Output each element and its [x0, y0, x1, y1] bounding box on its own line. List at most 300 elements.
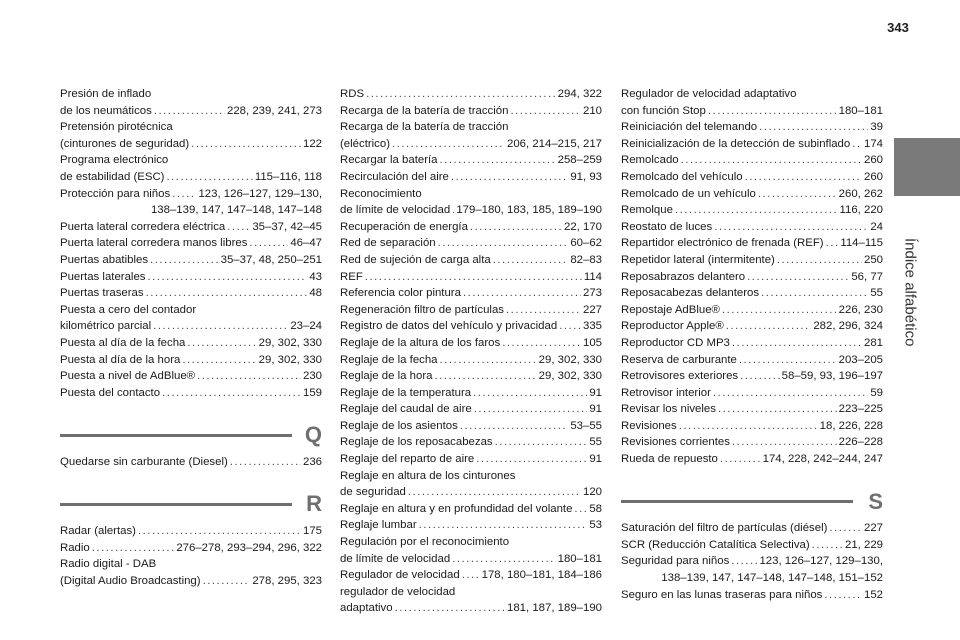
- entry-heading: Programa electrónico: [60, 154, 169, 167]
- index-entry: [621, 451, 883, 468]
- entry-pages: 82–83: [570, 253, 602, 266]
- entry-pages: 122: [302, 137, 322, 150]
- entry-heading: Puesta a cero del contador: [60, 303, 197, 316]
- entry-term: Rueda de repuesto: [621, 453, 718, 466]
- entry-pages: 35–37, 48, 250–251: [220, 253, 322, 266]
- entry-pages: 39: [870, 121, 883, 134]
- entry-term: kilométrico parcial: [60, 320, 152, 333]
- index-entry: [60, 252, 322, 269]
- index-entry: [621, 335, 883, 352]
- dot-leader: [462, 567, 480, 584]
- section-rule: [621, 500, 853, 503]
- entry-term: Puesta del contacto: [60, 386, 161, 399]
- dot-leader: [147, 269, 307, 286]
- index-entry: [60, 352, 322, 369]
- dot-leader: [474, 401, 588, 418]
- dot-leader: [812, 537, 843, 554]
- entry-line: [340, 136, 602, 153]
- entry-pages: 114: [583, 270, 602, 283]
- dot-leader: [726, 318, 812, 335]
- entry-term: Reproductor CD MP3: [621, 336, 730, 349]
- entry-line: [60, 285, 322, 302]
- entry-term: Reinicialización de la detección de subinflado: [621, 137, 851, 150]
- dot-leader: [451, 169, 568, 186]
- index-entry: [621, 119, 883, 136]
- dot-leader: [829, 520, 862, 537]
- entry-pages: 281: [863, 336, 883, 349]
- entry-pages: 114–115: [840, 237, 883, 250]
- entry-term: SCR (Reducción Catalítica Selectiva): [621, 538, 810, 551]
- entry-pages: 120: [582, 486, 602, 499]
- entry-line: [621, 186, 883, 203]
- entry-heading: Presión de inflado: [60, 88, 152, 100]
- entry-pages: 227: [863, 522, 883, 535]
- entry-line: [340, 551, 602, 568]
- entry-line: [60, 368, 322, 385]
- dot-leader: [452, 551, 555, 568]
- dot-leader: [138, 523, 301, 540]
- index-entry: [621, 252, 883, 269]
- entry-term: Puerta lateral corredera eléctrica: [60, 220, 226, 233]
- entry-heading: Reglaje en altura de los cinturones: [340, 469, 516, 482]
- index-entry: [340, 468, 602, 501]
- dot-leader: [146, 285, 308, 302]
- index-entry: [621, 169, 883, 186]
- index-entry: [60, 269, 322, 286]
- entry-term: Registro de datos del vehículo y privacidad: [340, 320, 558, 333]
- entry-term: Revisiones corrientes: [621, 436, 730, 449]
- entry-pages: 115–116, 118: [254, 170, 322, 183]
- entry-term: Reposabrazos delantero: [621, 270, 746, 283]
- index-entry: [621, 235, 883, 252]
- entry-pages: 116, 220: [839, 204, 883, 217]
- index-entry: [60, 285, 322, 302]
- entry-pages: 273: [582, 287, 602, 300]
- entry-line: [60, 523, 322, 540]
- dot-leader: [182, 352, 256, 369]
- entry-pages: 55: [870, 287, 883, 300]
- entry-pages: 282, 296, 324: [813, 320, 883, 333]
- entry-term: Puesta al día de la hora: [60, 353, 181, 366]
- index-entry: [621, 302, 883, 319]
- entry-pages: 174: [863, 137, 883, 150]
- dot-leader: [824, 587, 862, 604]
- index-entry: [621, 520, 883, 537]
- index-entry: [621, 418, 883, 435]
- entry-line: [60, 219, 322, 236]
- entry-term: Reglaje de la temperatura: [340, 386, 472, 399]
- section-header: [60, 491, 322, 517]
- index-entry: [621, 219, 883, 236]
- entry-term: Puerta lateral corredera manos libres: [60, 237, 248, 250]
- side-label: Índice alfabético: [901, 237, 919, 347]
- entry-line: [621, 520, 883, 537]
- index-entry: [621, 318, 883, 335]
- entry-term: de seguridad: [340, 486, 406, 499]
- entry-line: [60, 235, 322, 252]
- entry-pages: 91: [589, 386, 602, 399]
- entry-line: [621, 285, 883, 302]
- entry-term: Recuperación de energía: [340, 220, 468, 233]
- index-entry: [60, 368, 322, 385]
- dot-leader: [681, 152, 862, 169]
- entry-heading: Radio digital - DAB: [60, 558, 157, 571]
- dot-leader: [166, 169, 252, 186]
- entry-pages: 250: [863, 253, 883, 266]
- index-entry: [60, 152, 322, 185]
- entry-term: Seguridad para niños: [621, 555, 730, 568]
- index-entry: [340, 451, 602, 468]
- index-entry: [621, 152, 883, 169]
- section-letter: S: [868, 488, 883, 514]
- entry-pages: 203–205: [838, 353, 883, 366]
- entry-term: Retrovisores exteriores: [621, 370, 739, 383]
- entry-line: [340, 600, 602, 617]
- entry-line: [340, 152, 602, 169]
- entry-pages: 18, 226, 228: [819, 419, 883, 432]
- index-entry: [340, 567, 602, 584]
- entry-pages: 29, 302, 330: [258, 353, 322, 366]
- index-entry: [340, 385, 602, 402]
- dot-leader: [191, 136, 301, 153]
- entry-term: Repetidor lateral (intermitente): [621, 253, 775, 266]
- entry-pages: 53: [589, 519, 602, 532]
- entry-line: [340, 451, 602, 468]
- entry-line: [60, 385, 322, 402]
- entry-line: [340, 401, 602, 418]
- dot-leader: [197, 368, 301, 385]
- entry-line: [621, 537, 883, 554]
- entry-pages: 335: [582, 320, 602, 333]
- entry-line: [621, 553, 883, 570]
- index-entry: [340, 517, 602, 534]
- index-entry: [340, 302, 602, 319]
- entry-line: [621, 302, 883, 319]
- index-entry: [621, 537, 883, 554]
- section-header: [60, 422, 322, 448]
- dot-leader: [732, 434, 837, 451]
- entry-pages: 175: [302, 525, 322, 538]
- entry-term: Recarga de la batería de tracción: [340, 104, 509, 117]
- dot-leader: [150, 252, 219, 269]
- entry-term: Seguro en las lunas traseras para niños: [621, 588, 823, 601]
- entry-line: [340, 169, 602, 186]
- dot-leader: [366, 86, 556, 103]
- entry-term: Reglaje de la hora: [340, 370, 433, 383]
- entry-pages: 58: [589, 502, 602, 515]
- entry-term: Recargar la batería: [340, 154, 438, 167]
- entry-line: [621, 119, 883, 136]
- entry-pages: 226–228: [838, 436, 883, 449]
- dot-leader: [419, 517, 588, 534]
- dot-leader: [826, 235, 839, 252]
- entry-pages: 53–55: [570, 419, 602, 432]
- entry-line: [621, 269, 883, 286]
- index-column-2: [340, 86, 602, 617]
- index-entry: [621, 186, 883, 203]
- entry-term: de límite de velocidad: [340, 204, 451, 217]
- entry-line: [621, 401, 883, 418]
- index-entry: [621, 401, 883, 418]
- entry-line: [340, 235, 602, 252]
- entry-line: [340, 202, 602, 219]
- entry-heading: regulador de velocidad: [340, 585, 456, 598]
- entry-line: [621, 169, 883, 186]
- entry-line: [60, 269, 322, 286]
- entry-line: [60, 540, 322, 557]
- index-entry: [60, 235, 322, 252]
- entry-pages: 48: [309, 287, 322, 300]
- section-letter: R: [306, 491, 322, 517]
- dot-leader: [679, 418, 818, 435]
- entry-line: [621, 385, 883, 402]
- index-entry: [60, 385, 322, 402]
- entry-pages: 159: [302, 386, 322, 399]
- index-entry: [340, 534, 602, 567]
- section-letter: Q: [304, 422, 322, 448]
- entry-term: con función Stop: [621, 104, 706, 117]
- entry-pages: 91: [589, 403, 602, 416]
- index-entry: [340, 418, 602, 435]
- entry-pages: 228, 239, 241, 273: [226, 104, 322, 117]
- dot-leader: [708, 103, 837, 120]
- entry-term: Protección para niños: [60, 187, 171, 200]
- entry-heading: Regulador de velocidad adaptativo: [621, 88, 797, 100]
- index-entry: [621, 352, 883, 369]
- index-entry: [621, 86, 883, 119]
- entry-line: [340, 318, 602, 335]
- entry-term: Reglaje del caudal de aire: [340, 403, 472, 416]
- index-entry: [340, 368, 602, 385]
- entry-term: Regeneración filtro de partículas: [340, 303, 504, 316]
- index-entry: [340, 501, 602, 518]
- entry-pages: 230: [302, 370, 322, 383]
- dot-leader: [559, 318, 581, 335]
- entry-pages: 260: [863, 154, 883, 167]
- dot-leader: [92, 540, 175, 557]
- entry-pages-continued: 138–139, 147, 147–148, 147–148, 151–152: [661, 572, 883, 585]
- entry-line: [340, 517, 602, 534]
- entry-pages: 21, 229: [844, 538, 883, 551]
- entry-term: Revisiones: [621, 419, 677, 432]
- entry-pages: 227: [582, 303, 602, 316]
- entry-heading: Regulación por el reconocimiento: [340, 536, 510, 549]
- section-tab: [894, 138, 960, 196]
- entry-pages: 152: [863, 588, 883, 601]
- entry-pages: 236: [302, 455, 322, 468]
- dot-leader: [739, 352, 837, 369]
- index-entry: [60, 335, 322, 352]
- dot-leader: [203, 573, 251, 590]
- entry-term: Reglaje de la fecha: [340, 353, 438, 366]
- entry-pages: 58–59, 93, 196–197: [781, 370, 883, 383]
- entry-term: Repartidor electrónico de frenada (REF): [621, 237, 824, 250]
- entry-line: [340, 269, 602, 286]
- entry-term: REF: [340, 270, 363, 283]
- entry-term: Puesta a nivel de AdBlue®: [60, 370, 196, 383]
- entry-pages: 29, 302, 330: [538, 353, 602, 366]
- dot-leader: [463, 285, 581, 302]
- index-entry: [340, 169, 602, 186]
- dot-leader: [506, 302, 581, 319]
- entry-line: [340, 501, 602, 518]
- entry-pages: 60–62: [570, 237, 602, 250]
- dot-leader: [227, 219, 250, 236]
- entry-line: [621, 202, 883, 219]
- entry-term: Saturación del filtro de partículas (diésel): [621, 522, 828, 535]
- entry-pages: 294, 322: [557, 88, 602, 100]
- index-entry: [60, 86, 322, 119]
- index-entry: [621, 587, 883, 604]
- dot-leader: [460, 418, 569, 435]
- dot-leader: [440, 352, 537, 369]
- entry-pages: 43: [309, 270, 322, 283]
- dot-leader: [392, 136, 505, 153]
- entry-term: Repostaje AdBlue®: [621, 303, 720, 316]
- entry-line: [60, 252, 322, 269]
- entry-term: Remolcado del vehículo: [621, 170, 743, 183]
- entry-term: Reproductor Apple®: [621, 320, 724, 333]
- entry-term: Puertas abatibles: [60, 253, 149, 266]
- entry-term: Revisar los niveles: [621, 403, 716, 416]
- dot-leader: [408, 484, 581, 501]
- dot-leader: [172, 186, 196, 203]
- dot-leader: [574, 501, 587, 518]
- dot-leader: [476, 451, 587, 468]
- dot-leader: [502, 335, 581, 352]
- entry-pages: 258–259: [557, 154, 602, 167]
- entry-pages: 91: [589, 453, 602, 466]
- dot-leader: [852, 136, 862, 153]
- entry-line: [621, 136, 883, 153]
- entry-term: Reglaje lumbar: [340, 519, 417, 532]
- entry-pages: 180–181: [557, 552, 602, 565]
- entry-line: [60, 169, 322, 186]
- entry-pages: 56, 77: [851, 270, 883, 283]
- entry-line: [60, 352, 322, 369]
- index-entry: [60, 186, 322, 219]
- entry-term: RDS: [340, 88, 365, 100]
- dot-leader: [740, 368, 780, 385]
- index-entry: [621, 553, 883, 586]
- entry-pages-continued: 138–139, 147, 147–148, 147–148: [150, 204, 322, 217]
- entry-term: Radar (alertas): [60, 525, 136, 538]
- entry-pages: 181, 187, 189–190: [506, 602, 602, 615]
- index-entry: [340, 584, 602, 617]
- entry-pages: 46–47: [290, 237, 322, 250]
- index-entry: [340, 219, 602, 236]
- entry-line: [340, 285, 602, 302]
- entry-term: adaptativo: [340, 602, 393, 615]
- entry-term: Reglaje de los asientos: [340, 419, 458, 432]
- entry-line: [340, 352, 602, 369]
- entry-line: [340, 86, 602, 103]
- entry-line: [340, 484, 602, 501]
- dot-leader: [495, 434, 588, 451]
- entry-line: [621, 352, 883, 369]
- index-entry: [340, 352, 602, 369]
- dot-leader: [510, 103, 581, 120]
- entry-term: Puesta al día de la fecha: [60, 336, 186, 349]
- entry-term: Reglaje de los reposacabezas: [340, 436, 493, 449]
- dot-leader: [675, 202, 838, 219]
- entry-term: Regulador de velocidad: [340, 569, 460, 582]
- index-entry: [340, 285, 602, 302]
- entry-term: Quedarse sin carburante (Diesel): [60, 455, 228, 468]
- entry-line: [60, 186, 322, 203]
- index-entry: [340, 434, 602, 451]
- dot-leader: [758, 186, 837, 203]
- dot-leader: [473, 385, 587, 402]
- index-entry: [340, 119, 602, 152]
- entry-term: Reglaje del reparto de aire: [340, 453, 475, 466]
- dot-leader: [452, 202, 454, 219]
- dot-leader: [713, 385, 868, 402]
- dot-leader: [162, 385, 301, 402]
- entry-line: [340, 567, 602, 584]
- index-entry: [60, 454, 322, 471]
- index-entry: [60, 523, 322, 540]
- entry-pages: 178, 180–181, 184–186: [481, 569, 602, 582]
- entry-line: [60, 573, 322, 590]
- dot-leader: [153, 318, 288, 335]
- entry-term: Reostato de luces: [621, 220, 713, 233]
- entry-line: [60, 318, 322, 335]
- index-entry: [340, 269, 602, 286]
- entry-line: [340, 368, 602, 385]
- section-rule: [60, 434, 292, 437]
- entry-line: [621, 451, 883, 468]
- dot-leader: [759, 119, 868, 136]
- entry-pages: 278, 295, 323: [252, 574, 322, 587]
- entry-line: [340, 302, 602, 319]
- index-column-1: [60, 86, 322, 589]
- entry-pages: 55: [589, 436, 602, 449]
- entry-term: Recirculación del aire: [340, 170, 449, 183]
- entry-line: [621, 103, 883, 120]
- entry-pages: 276–278, 293–294, 296, 322: [176, 541, 322, 554]
- entry-term: de los neumáticos: [60, 104, 152, 117]
- entry-term: Reiniciación del telemando: [621, 121, 758, 134]
- entry-pages: 123, 126–127, 129–130,: [198, 187, 322, 200]
- entry-term: de estabilidad (ESC): [60, 170, 165, 183]
- entry-line: [340, 434, 602, 451]
- entry-line: [621, 235, 883, 252]
- entry-line: [621, 368, 883, 385]
- entry-pages: 35–37, 42–45: [252, 220, 322, 233]
- dot-leader: [722, 302, 837, 319]
- entry-line: [621, 335, 883, 352]
- entry-line: [621, 219, 883, 236]
- entry-term: (Digital Audio Broadcasting): [60, 574, 201, 587]
- index-entry: [340, 318, 602, 335]
- entry-term: Reglaje de la altura de los faros: [340, 336, 501, 349]
- entry-line: [340, 219, 602, 236]
- entry-heading: Reconocimiento: [340, 187, 422, 200]
- entry-line: [60, 103, 322, 120]
- entry-term: (cinturones de seguridad): [60, 137, 190, 150]
- entry-term: Reglaje en altura y en profundidad del volante: [340, 502, 573, 515]
- entry-term: Reserva de carburante: [621, 353, 737, 366]
- index-entry: [621, 269, 883, 286]
- entry-term: de límite de velocidad: [340, 552, 451, 565]
- entry-term: Remolcado: [621, 154, 679, 167]
- index-entry: [60, 556, 322, 589]
- index-entry: [340, 335, 602, 352]
- entry-line: [60, 136, 322, 153]
- index-entry: [340, 235, 602, 252]
- entry-pages: 123, 126–127, 129–130,: [759, 555, 883, 568]
